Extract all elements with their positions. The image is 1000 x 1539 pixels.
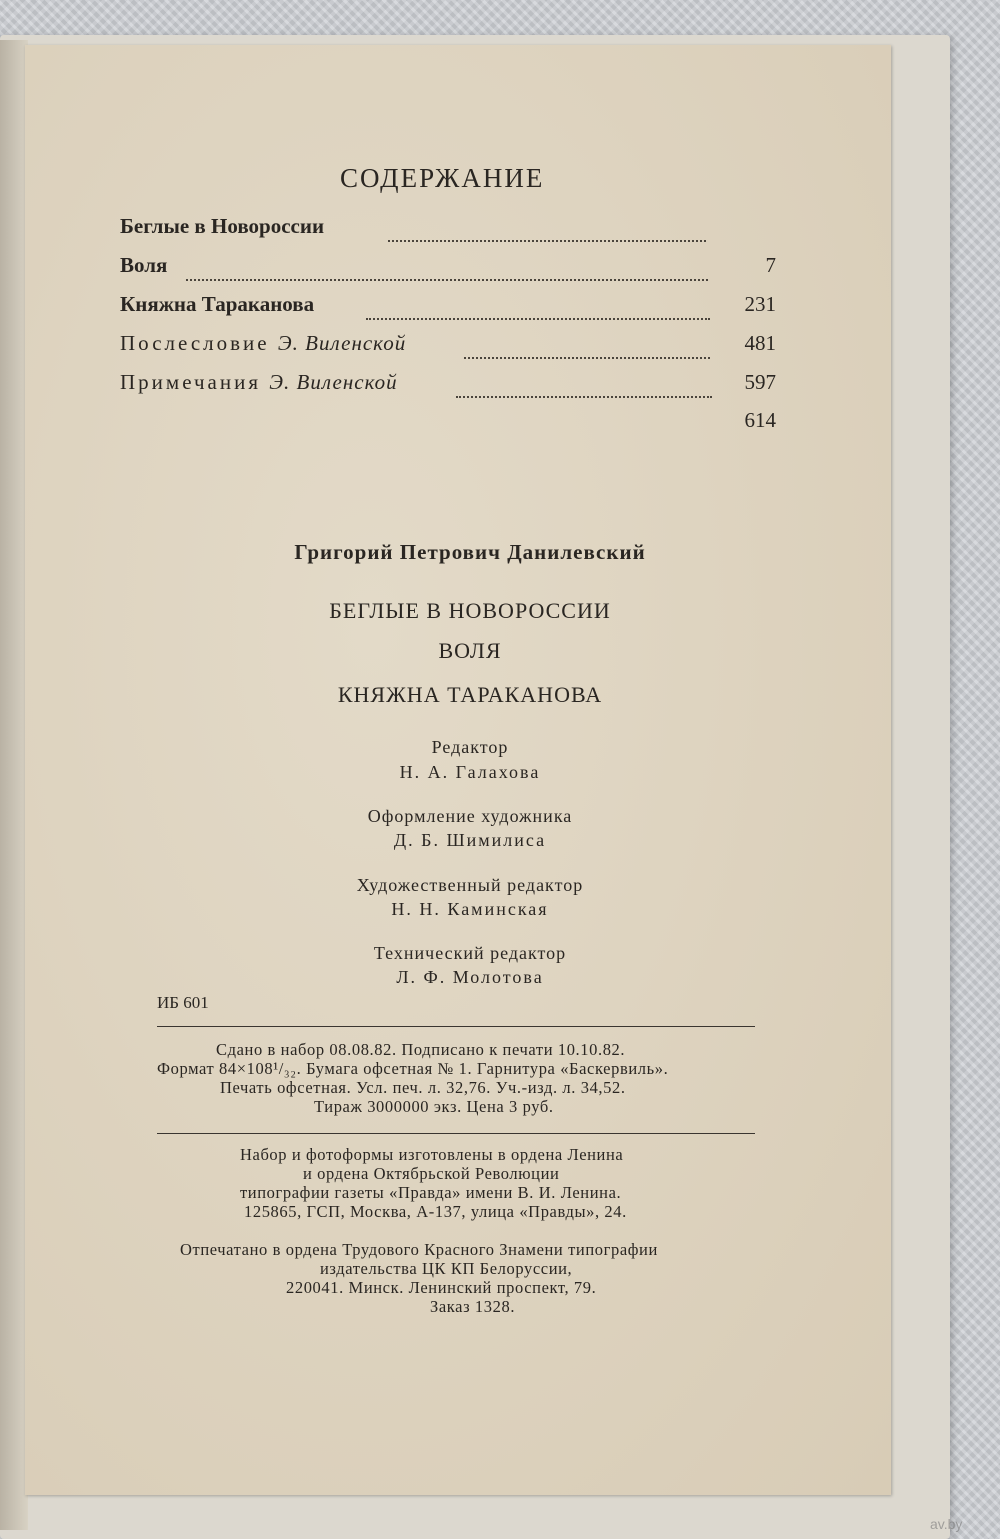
credit-role: Оформление художника	[367, 806, 573, 826]
toc-page-number: 7	[765, 253, 776, 277]
ib-number: ИБ 601	[157, 993, 209, 1012]
toc-heading: СОДЕРЖАНИЕ	[340, 163, 545, 193]
credit-role: Художественный редактор	[356, 875, 584, 895]
divider	[157, 1026, 755, 1027]
toc-entry-author: Э. Виленской	[277, 331, 407, 355]
typesetting-line: 125865, ГСП, Москва, А-137, улица «Правды», 24.	[244, 1202, 627, 1221]
toc-page-number: 481	[744, 331, 776, 355]
printing-line: Отпечатано в ордена Трудового Красного Знамени типографии	[180, 1240, 658, 1259]
toc-entry-title: Княжна Тараканова	[120, 292, 315, 316]
toc-page-number: 231	[744, 292, 776, 316]
typesetting-line: и ордена Октябрьской Революции	[303, 1164, 560, 1183]
toc-entry-title: Воля	[120, 253, 168, 277]
toc-page-number: 597	[744, 370, 776, 394]
credit-name: Д. Б. Шимилиса	[393, 830, 547, 850]
toc-entry	[120, 370, 720, 400]
toc-entry-label: Примечания	[120, 370, 262, 394]
toc-entry	[120, 214, 720, 244]
credit-role: Редактор	[431, 737, 509, 757]
toc-dots	[366, 316, 710, 320]
watermark: av.by	[930, 1516, 963, 1532]
printing-line: издательства ЦК КП Белоруссии,	[320, 1259, 573, 1278]
toc-dots	[464, 355, 710, 359]
credit-name: Л. Ф. Молотова	[396, 967, 544, 987]
toc-entry-title: Беглые в Новороссии	[120, 214, 325, 238]
toc-entry-title	[120, 370, 398, 395]
divider	[157, 1133, 755, 1134]
printing-line: 220041. Минск. Ленинский проспект, 79.	[286, 1278, 597, 1297]
print-detail-line: Сдано в набор 08.08.82. Подписано к печати 10.10.82.	[216, 1040, 626, 1059]
printing-line: Заказ 1328.	[430, 1297, 516, 1316]
toc-page-number: 614	[744, 408, 776, 432]
toc-dots	[388, 238, 706, 242]
toc-entry	[120, 253, 720, 283]
book-author: Григорий Петрович Данилевский	[294, 540, 646, 564]
toc-entry	[120, 331, 720, 361]
toc-dots	[186, 277, 708, 281]
credit-role: Технический редактор	[373, 943, 567, 963]
print-detail-line: Печать офсетная. Усл. печ. л. 32,76. Уч.-изд. л. 34,52.	[220, 1078, 626, 1097]
toc-entry-author: Э. Виленской	[269, 370, 398, 394]
toc-entry-label: Послесловие	[120, 331, 270, 355]
credit-name: Н. А. Галахова	[399, 762, 541, 782]
book-title: БЕГЛЫЕ В НОВОРОССИИ	[329, 598, 611, 623]
book-title: ВОЛЯ	[438, 638, 502, 663]
credit-name: Н. Н. Каминская	[391, 899, 549, 919]
typesetting-line: типографии газеты «Правда» имени В. И. Ленина.	[240, 1183, 622, 1202]
book-title: КНЯЖНА ТАРАКАНОВА	[337, 682, 603, 707]
print-detail-line: Формат 84×108¹/₃₂. Бумага офсетная № 1. Гарнитура «Баскервиль».	[157, 1059, 669, 1078]
print-detail-line: Тираж 3000000 экз. Цена 3 руб.	[314, 1097, 554, 1116]
toc-dots	[456, 394, 712, 398]
toc-entry	[120, 292, 720, 322]
toc-entry-title	[120, 331, 406, 356]
typesetting-line: Набор и фотоформы изготовлены в ордена Ленина	[240, 1145, 624, 1164]
